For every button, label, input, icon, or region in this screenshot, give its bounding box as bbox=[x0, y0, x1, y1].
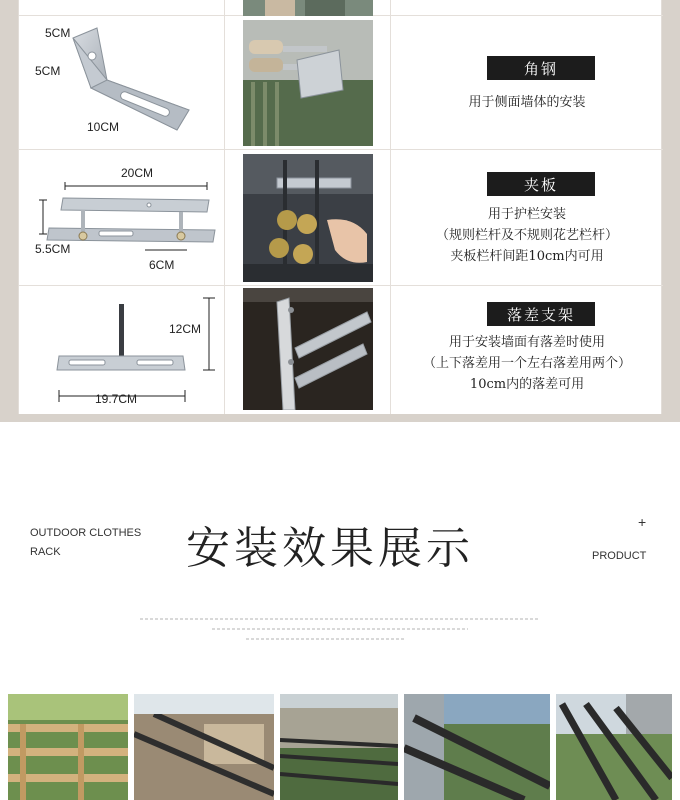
install-photo bbox=[243, 288, 373, 410]
product-photo-partial bbox=[225, 0, 391, 16]
part-diagram-cell bbox=[19, 150, 225, 285]
dim-label: 12CM bbox=[169, 322, 202, 336]
dim-label: 5.5CM bbox=[35, 242, 71, 256]
dim-label: 20CM bbox=[121, 166, 154, 180]
part-name-tag: 角钢 bbox=[487, 56, 595, 80]
angle-bracket-diagram bbox=[19, 16, 225, 150]
install-photo-cell bbox=[225, 16, 391, 149]
install-photo bbox=[243, 154, 373, 282]
dim-label: 5CM bbox=[35, 64, 61, 78]
gallery-photo bbox=[134, 694, 274, 800]
part-name-tag: 夹板 bbox=[487, 172, 595, 196]
description-line: 用于安装墙面有落差时使用 bbox=[448, 335, 605, 350]
decorative-fine-print bbox=[140, 618, 540, 620]
description-cell bbox=[391, 150, 663, 285]
section-subtitle-right: PRODUCT bbox=[592, 550, 647, 562]
dim-label: 19.7CM bbox=[95, 392, 138, 406]
table-row bbox=[19, 16, 663, 150]
description-line: 用于侧面墙体的安装 bbox=[468, 95, 586, 110]
decorative-fine-print bbox=[212, 628, 468, 630]
part-description bbox=[391, 204, 663, 267]
section-title: 安装效果展示 bbox=[186, 523, 474, 574]
part-name-tag: 落差支架 bbox=[487, 302, 595, 326]
description-line: 10cm内的落差可用 bbox=[469, 377, 585, 392]
plus-icon: + bbox=[638, 514, 647, 530]
description-line: （上下落差用一个左右落差用两个） bbox=[422, 356, 631, 371]
install-photo bbox=[243, 20, 373, 146]
gallery-photo bbox=[556, 694, 672, 800]
dim-label: 5CM bbox=[45, 26, 71, 40]
description-line: 夹板栏杆间距10cm内可用 bbox=[450, 249, 604, 264]
table-row bbox=[19, 150, 663, 286]
decorative-fine-print bbox=[246, 638, 406, 640]
spec-table bbox=[18, 0, 662, 414]
table-row bbox=[19, 286, 663, 414]
part-diagram-cell bbox=[19, 286, 225, 414]
gallery-photo bbox=[8, 694, 128, 800]
table-row-partial bbox=[19, 0, 663, 16]
subtitle-line: OUTDOOR CLOTHES bbox=[30, 527, 142, 539]
dim-label: 10CM bbox=[87, 120, 120, 134]
clamp-plate-diagram bbox=[19, 150, 225, 286]
gallery-photo bbox=[280, 694, 398, 800]
offset-bracket-diagram bbox=[19, 286, 225, 414]
dim-label: 6CM bbox=[149, 258, 175, 272]
install-photo-cell bbox=[225, 286, 391, 414]
part-diagram-cell bbox=[19, 16, 225, 149]
installation-gallery bbox=[0, 694, 680, 800]
description-line: （规则栏杆及不规则花艺栏杆） bbox=[435, 228, 618, 243]
description-cell bbox=[391, 286, 663, 414]
install-photo-cell bbox=[225, 150, 391, 285]
part-description bbox=[391, 332, 663, 395]
section-subtitle-left bbox=[30, 524, 160, 562]
part-description bbox=[391, 92, 663, 113]
description-line: 用于护栏安装 bbox=[487, 207, 566, 222]
gallery-photo bbox=[404, 694, 550, 800]
description-cell bbox=[391, 16, 663, 149]
subtitle-line: RACK bbox=[30, 546, 61, 558]
